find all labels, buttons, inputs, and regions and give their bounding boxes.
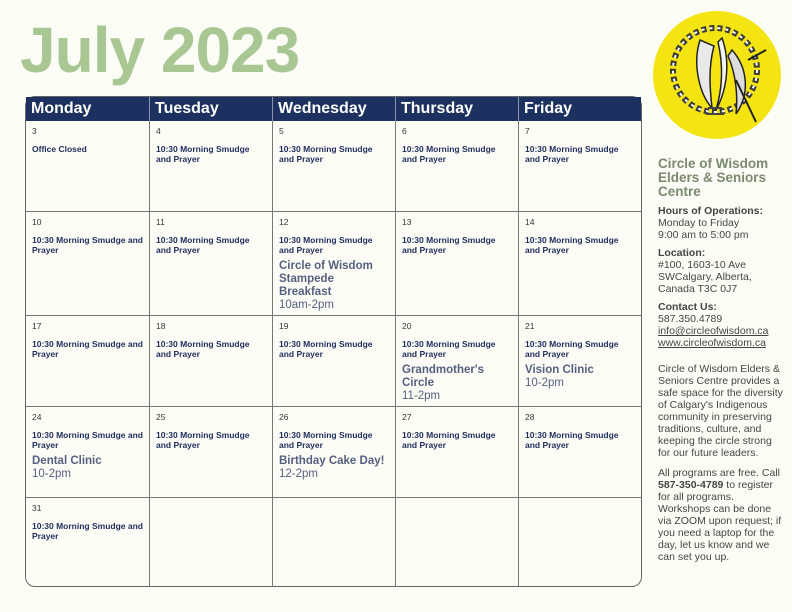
calendar-day-cell — [518, 121, 641, 211]
event-title: 10:30 Morning Smudge and Prayer — [156, 339, 250, 360]
event-title: 10:30 Morning Smudge and Prayer — [525, 430, 619, 451]
phone-number: 587.350.4789 — [658, 313, 723, 325]
calendar-day-cell — [26, 406, 149, 496]
calendar-day-cell — [272, 406, 395, 496]
event-title: 10:30 Morning Smudge and Prayer — [525, 339, 619, 360]
calendar-header — [26, 97, 641, 121]
location-line2: SWCalgary, Alberta, — [658, 271, 752, 283]
special-event-time: 10am-2pm — [279, 299, 334, 312]
day-number: 31 — [32, 502, 42, 513]
location-line3: Canada T3C 0J7 — [658, 283, 738, 295]
day-number: 27 — [402, 412, 412, 423]
event-title: 10:30 Morning Smudge and Prayer — [32, 520, 143, 541]
calendar-day-cell — [149, 406, 272, 496]
event-title: 10:30 Morning Smudge and Prayer — [525, 235, 619, 256]
day-number: 4 — [156, 126, 161, 136]
calendar-day-cell — [149, 497, 272, 587]
event-title: 10:30 Morning Smudge and Prayer — [402, 339, 496, 360]
event-title: 10:30 Morning Smudge and Prayer — [156, 144, 250, 164]
day-number: 20 — [402, 321, 412, 332]
calendar-day-cell — [272, 211, 395, 315]
day-number: 12 — [279, 217, 289, 228]
programs-pre: All programs are free. Call — [658, 467, 780, 479]
calendar-day-cell — [395, 406, 518, 496]
event-title: 10:30 Morning Smudge and Prayer — [402, 430, 496, 451]
sidebar — [658, 157, 784, 563]
website-link[interactable]: www.circleofwisdom.ca — [658, 337, 766, 349]
hours-time: 9:00 am to 5:00 pm — [658, 229, 749, 241]
calendar-day-cell — [272, 121, 395, 211]
contact-heading: Contact Us: — [658, 301, 717, 313]
calendar-day-cell — [149, 211, 272, 315]
day-number: 26 — [279, 412, 289, 423]
event-title: 10:30 Morning Smudge and Prayer — [279, 235, 373, 256]
calendar-day-cell — [395, 315, 518, 406]
location-heading: Location: — [658, 247, 706, 259]
calendar-day-cell — [26, 315, 149, 406]
calendar-body — [26, 121, 641, 587]
event-title: 10:30 Morning Smudge and Prayer — [402, 235, 496, 256]
special-event-name: Grandmother's Circle — [402, 364, 484, 390]
special-event-time: 11-2pm — [402, 390, 441, 403]
event-title: 10:30 Morning Smudge and Prayer — [279, 339, 373, 360]
calendar-day-cell — [395, 211, 518, 315]
special-event-name: Dental Clinic — [32, 455, 102, 468]
day-number: 10 — [32, 217, 42, 228]
programs-note — [658, 467, 784, 563]
hours-heading: Hours of Operations: — [658, 205, 764, 217]
calendar-day-cell — [26, 211, 149, 315]
day-header-tuesday: Tuesday — [149, 97, 272, 121]
event-title: 10:30 Morning Smudge and Prayer — [156, 430, 250, 451]
calendar-day-cell — [272, 497, 395, 587]
special-event-time: 10-2pm — [32, 468, 71, 481]
day-number: 24 — [32, 412, 42, 423]
hours-days: Monday to Friday — [658, 217, 740, 229]
day-number: 6 — [402, 126, 407, 136]
day-header-monday: Monday — [31, 100, 92, 117]
day-number: 11 — [156, 217, 165, 228]
email-link[interactable]: info@circleofwisdom.ca — [658, 325, 769, 337]
day-number: 7 — [525, 126, 530, 136]
logo — [652, 10, 782, 140]
event-title: Office Closed — [32, 144, 87, 154]
special-event-name: Circle of Wisdom Stampede Breakfast — [279, 260, 373, 299]
calendar-day-cell — [272, 315, 395, 406]
calendar-day-cell — [518, 497, 641, 587]
event-title: 10:30 Morning Smudge and Prayer — [32, 235, 143, 256]
calendar-day-cell — [518, 211, 641, 315]
day-number: 19 — [279, 321, 289, 332]
event-title: 10:30 Morning Smudge and Prayer — [156, 235, 250, 256]
org-name: Circle of Wisdom Elders & Seniors Centre — [658, 156, 769, 199]
day-number: 25 — [156, 412, 166, 423]
special-event-time: 12-2pm — [279, 468, 318, 481]
calendar-day-cell — [149, 121, 272, 211]
calendar-day-cell — [149, 315, 272, 406]
calendar-day-cell — [518, 406, 641, 496]
event-title: 10:30 Morning Smudge and Prayer — [279, 430, 373, 451]
description: Circle of Wisdom Elders & Seniors Centre provides a safe space for the diversity of Calgary's Indigenous community in preserving traditions, culture, and keeping the circle strong for our future leaders. — [658, 363, 783, 459]
day-number: 28 — [525, 412, 535, 423]
calendar-day-cell — [26, 497, 149, 587]
day-header-friday: Friday — [518, 97, 641, 121]
event-title: 10:30 Morning Smudge and Prayer — [402, 144, 496, 164]
programs-phone: 587-350-4789 — [658, 479, 724, 491]
calendar-day-cell — [26, 121, 149, 211]
calendar-day-cell — [395, 497, 518, 587]
event-title: 10:30 Morning Smudge and Prayer — [32, 430, 143, 451]
event-title: 10:30 Morning Smudge and Prayer — [32, 339, 143, 360]
month-title: July 2023 — [20, 14, 300, 86]
day-header-thursday: Thursday — [395, 97, 518, 121]
calendar-day-cell — [395, 121, 518, 211]
day-number: 5 — [279, 126, 284, 136]
event-title: 10:30 Morning Smudge and Prayer — [525, 144, 619, 164]
location-line1: #100, 1603-10 Ave — [658, 259, 746, 271]
calendar — [25, 96, 642, 587]
logo-circle — [653, 11, 781, 139]
day-number: 13 — [402, 217, 412, 228]
special-event-time: 10-2pm — [525, 377, 564, 390]
special-event-name: Birthday Cake Day! — [279, 455, 385, 468]
programs-post: to register for all programs. Workshops can be done via ZOOM upon request; if you need a laptop for the day, let us know and we can set you up. — [658, 479, 782, 563]
day-number: 14 — [525, 217, 535, 228]
day-number: 17 — [32, 321, 42, 332]
day-number: 3 — [32, 126, 37, 136]
calendar-day-cell — [518, 315, 641, 406]
day-header-wednesday: Wednesday — [272, 97, 395, 121]
event-title: 10:30 Morning Smudge and Prayer — [279, 144, 373, 164]
special-event-name: Vision Clinic — [525, 364, 594, 377]
day-number: 18 — [156, 321, 166, 332]
day-number: 21 — [525, 321, 535, 332]
